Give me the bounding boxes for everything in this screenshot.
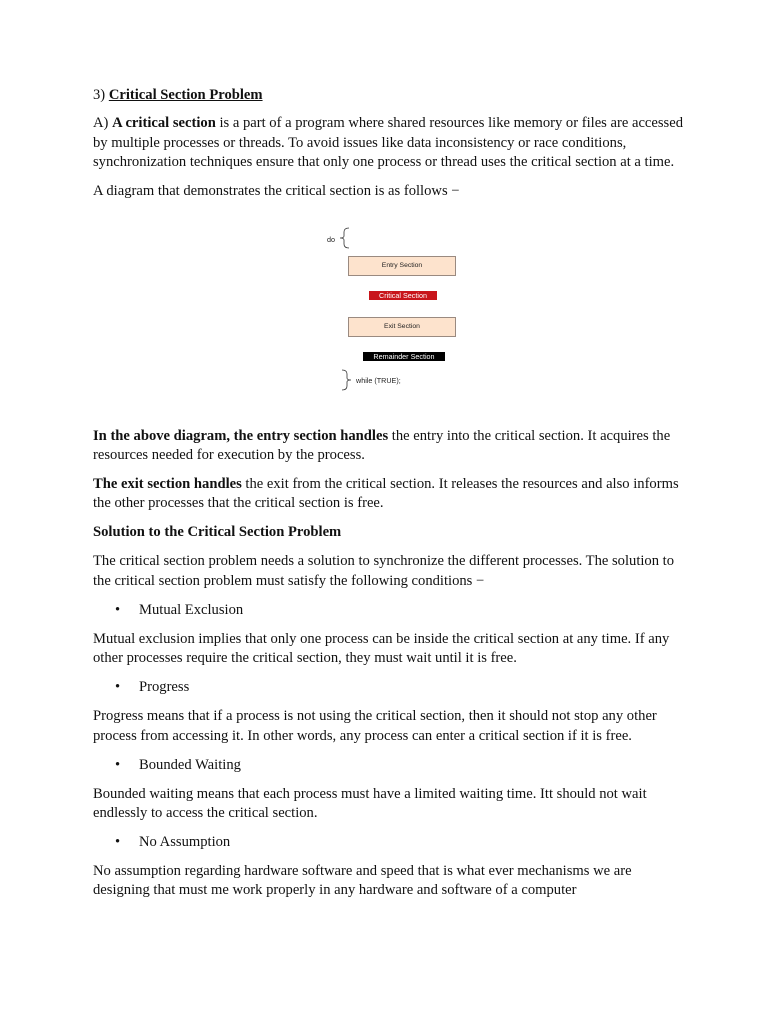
intro-text: is a part of a program where shared resources like memory or files are accessed by multiple processes or threads. To avoid issues like data inconsistency or race conditions, synchronization techniques ensure that only one process or thread uses the critical section at a time. (93, 115, 684, 171)
condition-bullet-mutual-exclusion (93, 601, 683, 620)
remainder-section-tag (363, 352, 445, 361)
condition-bullet-progress (93, 678, 683, 697)
condition-bullet-no-assumption (93, 833, 683, 852)
condition-name: Progress (139, 679, 190, 696)
critical-section-diagram (93, 222, 683, 409)
section-title: Critical Section Problem (108, 87, 263, 103)
bullet-icon: • (115, 679, 121, 696)
condition-description: Mutual exclusion implies that only one process can be inside the critical section at any time. If any other processes require the critical section, they must wait until it is free. (93, 630, 670, 667)
bullet-icon: • (115, 834, 121, 851)
close-brace-icon (341, 369, 353, 391)
exit-section-paragraph (93, 475, 683, 514)
exit-section-box (348, 317, 456, 337)
entry-section-bold: In the above diagram, the entry section handles (93, 427, 389, 444)
section-number: 3) (93, 87, 109, 103)
exit-section-text: the exit from the critical section. It releases the resources and also informs the other processes that the critical section is free. (93, 476, 679, 512)
open-brace-icon (339, 227, 351, 249)
document-page (93, 86, 683, 910)
section-heading (93, 86, 683, 105)
critical-section-label: Critical Section (379, 290, 427, 300)
condition-bullet-bounded-waiting (93, 756, 683, 775)
condition-description: No assumption regarding hardware software and speed that is what ever mechanisms we are designing that must me work properly in any hardware and software of a computer (93, 863, 632, 899)
entry-section-box (348, 256, 456, 276)
condition-description: Bounded waiting means that each process must have a limited waiting time. Itt should not wait endlessly to access the critical section. (93, 785, 647, 822)
bullet-icon: • (115, 756, 121, 773)
critical-section-tag (369, 291, 437, 300)
solution-paragraph: The critical section problem needs a solution to synchronize the different processes. The solution to the critical section problem must satisfy the following conditions − (93, 553, 675, 589)
condition-description: Progress means that if a process is not using the critical section, then it should not stop any other process from accessing it. In other words, any process can enter a critical section if it is free. (93, 708, 657, 744)
solution-heading: Solution to the Critical Section Problem (93, 524, 342, 541)
remainder-section-label: Remainder Section (373, 351, 435, 361)
intro-lead: A) (93, 115, 113, 132)
entry-section-paragraph (93, 427, 683, 466)
exit-section-bold: The exit section handles (93, 476, 242, 493)
condition-name: No Assumption (139, 834, 231, 851)
condition-name: Bounded Waiting (139, 756, 241, 773)
entry-section-label: Entry Section (381, 261, 423, 269)
diagram-intro: A diagram that demonstrates the critical section is as follows − (93, 183, 460, 200)
while-label: while (TRUE); (356, 375, 401, 385)
intro-paragraph (93, 114, 683, 172)
do-label: do (327, 234, 335, 244)
intro-bold-term: A critical section (112, 115, 216, 132)
bullet-icon: • (115, 601, 121, 618)
exit-section-label: Exit Section (384, 322, 420, 330)
condition-name: Mutual Exclusion (139, 601, 244, 618)
entry-section-text: the entry into the critical section. It acquires the resources needed for execution by the process. (93, 427, 671, 464)
